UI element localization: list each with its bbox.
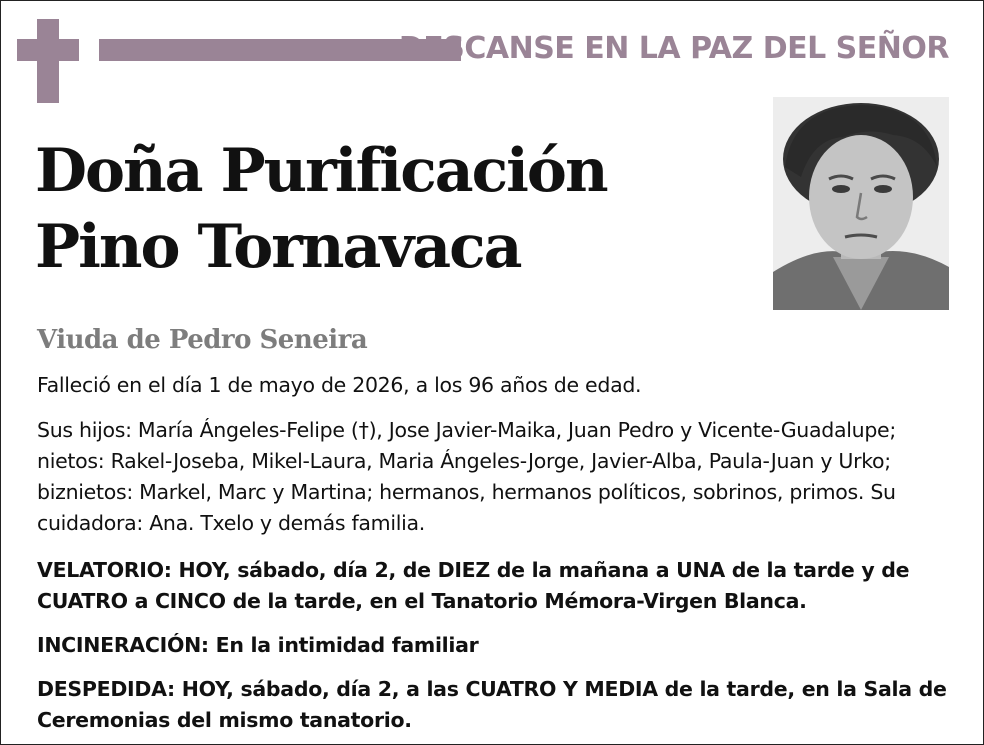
header-title: DESCANSE EN LA PAZ DEL SEÑOR <box>398 31 949 66</box>
cross-icon-horizontal <box>17 39 79 61</box>
portrait-image <box>773 97 949 310</box>
incineracion-info: INCINERACIÓN: En la intimidad familiar <box>37 633 479 657</box>
cross-icon-vertical <box>37 19 59 103</box>
portrait-photo <box>773 97 949 310</box>
deceased-name-line1: Doña Purificación <box>35 136 607 206</box>
family-list: Sus hijos: María Ángeles-Felipe (†), Jose Javier-Maika, Juan Pedro y Vicente-Guadalupe; nietos: Rakel-Joseba, Mikel-Laura, Maria Ángeles-Jorge, Javier-Alba, Paula-Juan y Urko; biznietos: Markel, Marc y Martina; hermanos, hermanos políticos, sobrinos, primos. Su cuidadora: Ana. Txelo y demás familia. <box>37 418 896 535</box>
subtitle-widow: Viuda de Pedro Seneira <box>37 325 368 355</box>
deceased-name <box>35 133 607 285</box>
death-notice: Falleció en el día 1 de mayo de 2026, a los 96 años de edad. <box>37 373 642 397</box>
despedida-info: DESPEDIDA: HOY, sábado, día 2, a las CUATRO Y MEDIA de la tarde, en la Sala de Ceremonias del mismo tanatorio. <box>37 677 947 732</box>
velatorio-info: VELATORIO: HOY, sábado, día 2, de DIEZ de la mañana a UNA de la tarde y de CUATRO a CINCO de la tarde, en el Tanatorio Mémora-Virgen Blanca. <box>37 558 910 613</box>
deceased-name-line2: Pino Tornavaca <box>35 212 521 282</box>
